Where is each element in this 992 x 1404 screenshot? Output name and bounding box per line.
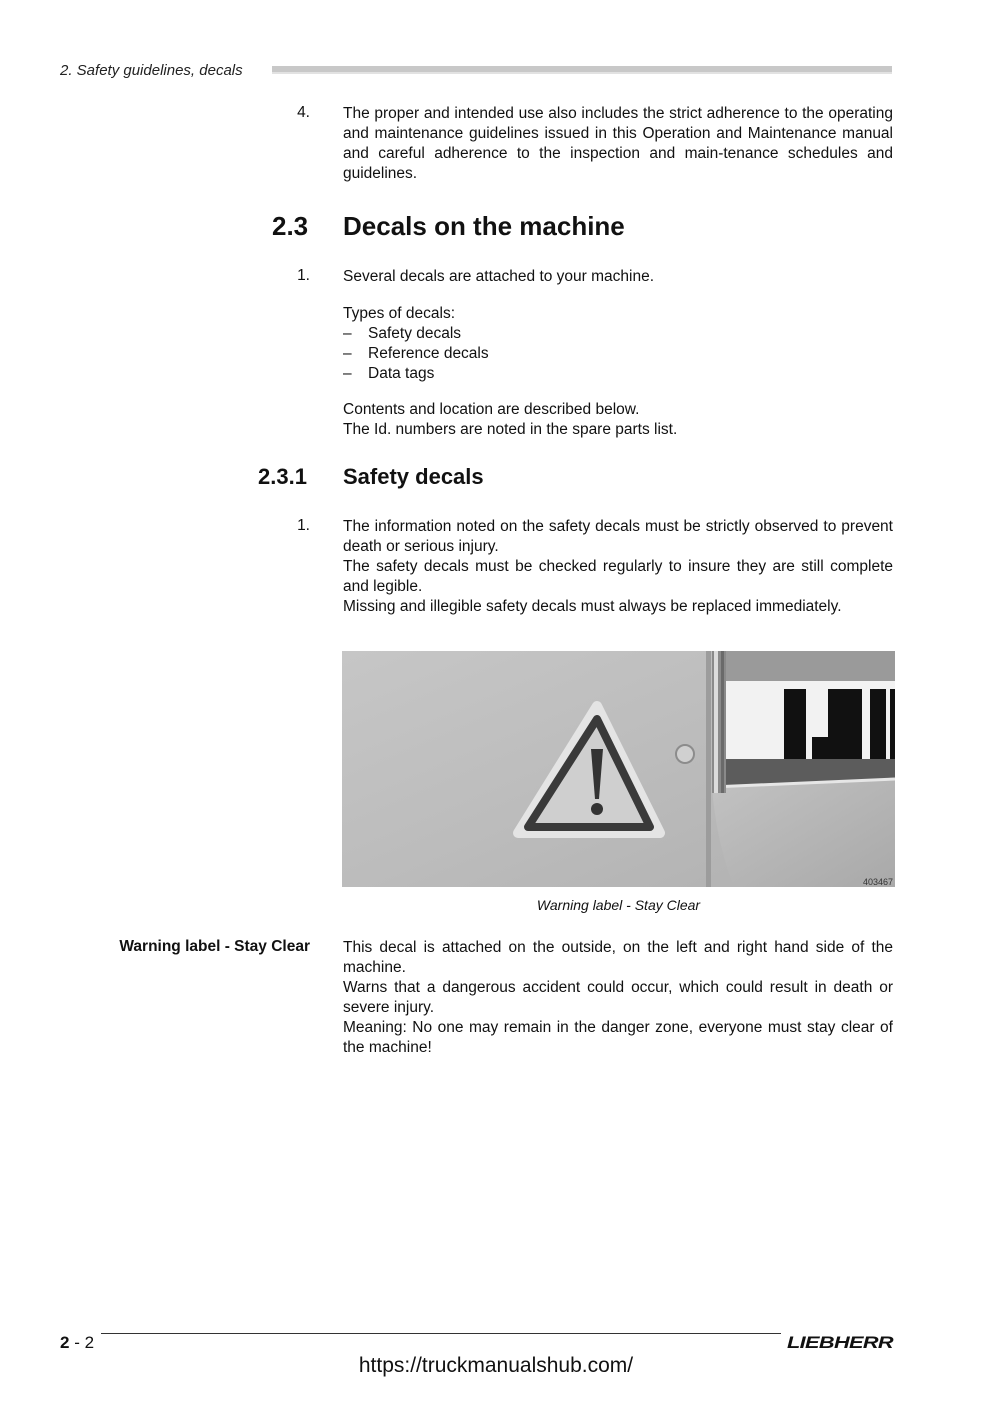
decals-note-line: Contents and location are described below. <box>343 401 640 418</box>
section-title: Decals on the machine <box>343 211 625 241</box>
page-number <box>60 1333 94 1353</box>
warning-label-description <box>343 938 893 1058</box>
liebherr-logo-image <box>787 1333 895 1351</box>
decal-types-heading: Types of decals: <box>343 305 456 322</box>
subsection-number: 2.3.1 <box>258 464 307 489</box>
section-number: 2.3 <box>272 211 309 241</box>
intro-text: The proper and intended use also includes the strict adherence to the operating and maintenance guidelines issued in this Operation and Maintenance manual and careful adherence to the inspection and main-tenance schedules and guidelines. <box>343 105 893 182</box>
subsection-title: Safety decals <box>343 464 484 489</box>
warning-label-line: Meaning: No one may remain in the danger zone, everyone must stay clear of the machine! <box>343 1019 893 1056</box>
decals-intro-text: Several decals are attached to your machine. <box>343 268 655 285</box>
decals-note <box>343 400 893 440</box>
list-number: 1. <box>297 267 310 284</box>
decals-intro <box>343 267 893 287</box>
warning-label-line: Warns that a dangerous accident could occur, which could result in death or severe injury. <box>343 979 893 1016</box>
safety-decals-line: The information noted on the safety decals must be strictly observed to prevent death or serious injury. <box>343 518 893 555</box>
header-rule <box>272 66 892 74</box>
warning-decal-photo <box>342 651 895 887</box>
safety-decals-paragraph <box>343 517 893 617</box>
brand-logo <box>787 1333 895 1356</box>
running-header: 2. Safety guidelines, decals <box>60 62 243 79</box>
footer-url[interactable]: https://truckmanualshub.com/ <box>358 1354 634 1377</box>
warning-decal-image <box>342 651 895 887</box>
page-index: 2 <box>84 1333 95 1352</box>
list-number: 1. <box>297 517 310 534</box>
list-item: – Data tags <box>343 364 893 384</box>
safety-decals-line: The safety decals must be checked regularly to insure they are still complete and legible. <box>343 558 893 595</box>
intro-paragraph <box>343 104 893 184</box>
footer-rule <box>101 1333 781 1334</box>
decals-note-line: The Id. numbers are noted in the spare parts list. <box>343 421 678 438</box>
safety-decals-line: Missing and illegible safety decals must always be replaced immediately. <box>343 598 842 615</box>
list-number: 4. <box>297 104 310 121</box>
decal-types-list <box>343 324 893 384</box>
list-item: – Reference decals <box>343 344 893 364</box>
figure-id: 403467 <box>862 877 893 887</box>
margin-label: Warning label - Stay Clear <box>119 938 310 955</box>
decal-types-block <box>343 304 893 384</box>
list-item: – Safety decals <box>343 324 893 344</box>
brand-wordmark: LIEBHERR <box>787 1333 895 1351</box>
warning-label-line: This decal is attached on the outside, on the left and right hand side of the machine. <box>343 939 893 976</box>
page-separator: - <box>69 1333 85 1352</box>
chapter-number: 2 <box>60 1333 70 1352</box>
figure-caption: Warning label - Stay Clear <box>536 897 701 913</box>
